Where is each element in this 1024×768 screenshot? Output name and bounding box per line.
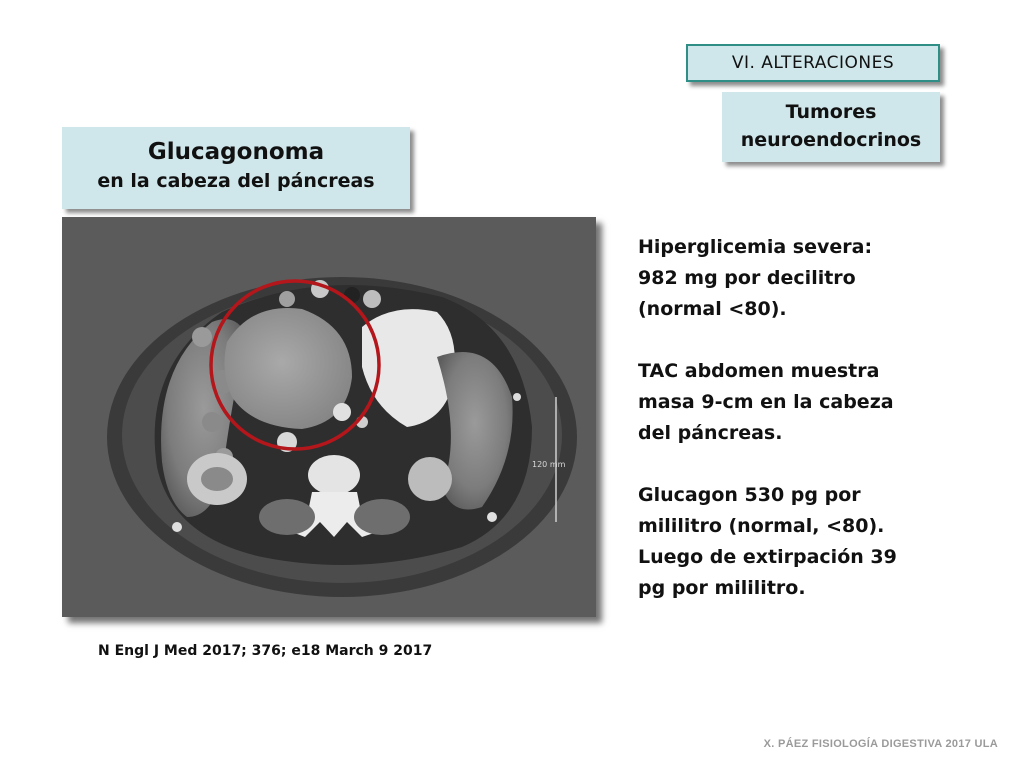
topic-line-2: neuroendocrinos	[740, 129, 922, 151]
finding-line: 982 mg por decilitro	[638, 267, 856, 289]
slide-subtitle: en la cabeza del páncreas	[97, 170, 375, 192]
section-label: VI. ALTERACIONES	[731, 53, 895, 73]
scale-label: 120 mm	[532, 460, 566, 469]
finding-line: (normal <80).	[638, 298, 787, 320]
finding-line: Hiperglicemia severa:	[638, 236, 873, 258]
topic-box	[722, 92, 940, 162]
finding-line: masa 9-cm en la cabeza	[638, 391, 894, 413]
title-box	[62, 127, 410, 209]
ct-scan-drawing	[62, 217, 596, 617]
finding-line: Luego de extirpación 39	[638, 546, 897, 568]
findings-text	[638, 232, 968, 635]
ct-scan-image	[62, 217, 596, 617]
slide-title: Glucagonoma	[147, 139, 325, 165]
finding-line: del páncreas.	[638, 422, 783, 444]
footer-credit: X. PÁEZ FISIOLOGÍA DIGESTIVA 2017 ULA	[763, 738, 998, 750]
finding-line: mililitro (normal, <80).	[638, 515, 885, 537]
finding-line: TAC abdomen muestra	[638, 360, 880, 382]
finding-hyperglycemia	[638, 232, 968, 325]
finding-line: pg por mililitro.	[638, 577, 806, 599]
citation: N Engl J Med 2017; 376; e18 March 9 2017	[98, 643, 433, 659]
topic-line-1: Tumores	[785, 101, 877, 123]
finding-ct	[638, 356, 968, 449]
finding-line: Glucagon 530 pg por	[638, 484, 861, 506]
finding-glucagon	[638, 480, 968, 604]
section-badge	[686, 44, 940, 82]
